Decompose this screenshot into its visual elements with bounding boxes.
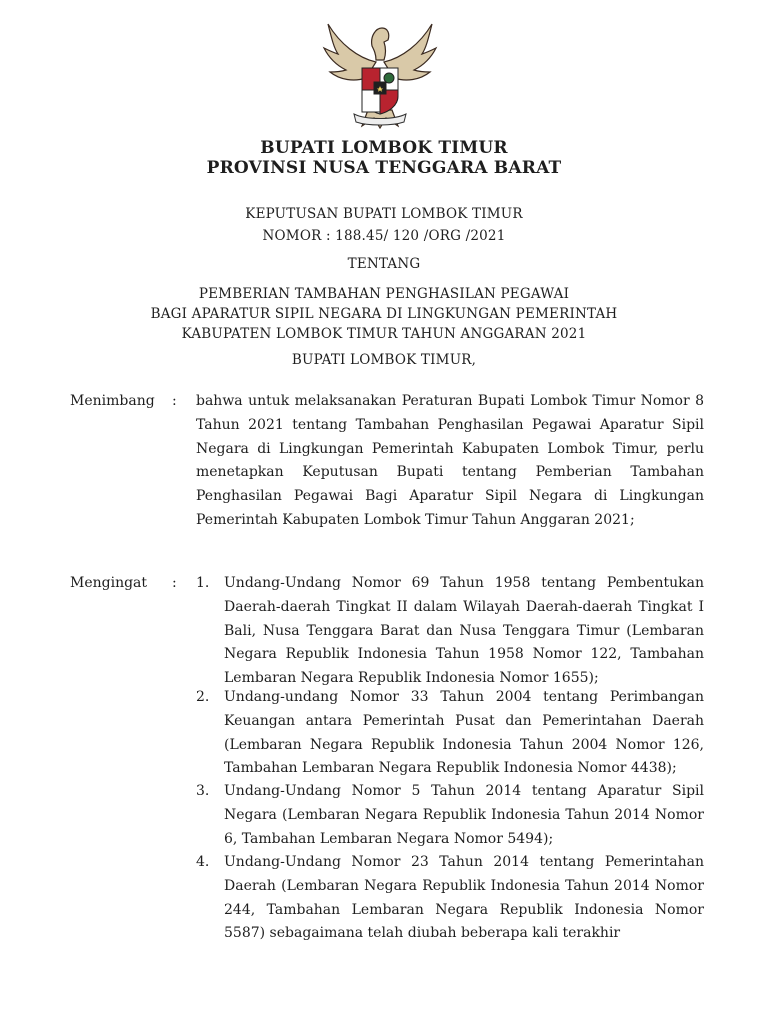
list-item-number: 2. [196, 689, 210, 705]
mengingat-label: Mengingat [70, 575, 148, 591]
list-item-number: 3. [196, 783, 210, 799]
menimbang-colon: : [172, 393, 177, 409]
mengingat-item-1 [196, 572, 708, 691]
decree-title: KEPUTUSAN BUPATI LOMBOK TIMUR [245, 206, 523, 222]
menimbang-label: Menimbang [70, 393, 155, 409]
decree-subject-line3: KABUPATEN LOMBOK TIMUR TAHUN ANGGARAN 2021 [181, 326, 587, 342]
list-item-text: Undang-Undang Nomor 69 Tahun 1958 tentang Pembentukan Daerah-daerah Tingkat II dalam Wilayah Daerah-daerah Tingkat I Bali, Nusa Tenggara Barat dan Nusa Tenggara Timur (Lembaran Negara Republik Indonesia Tahun 1958 Nomor 122, Tambahan Lembaran Negara Republik Indonesia Nomor 1655); [224, 575, 704, 687]
decree-number: NOMOR : 188.45/ 120 /ORG /2021 [262, 228, 506, 244]
mengingat-colon: : [172, 575, 177, 591]
regent-title: BUPATI LOMBOK TIMUR [260, 138, 508, 158]
list-item-text: Undang-Undang Nomor 23 Tahun 2014 tentang Pemerintahan Daerah (Lembaran Negara Republik Indonesia Tahun 2014 Nomor 244, Tambahan Lembaran Negara Republik Indonesia Nomor 5587) sebagaimana telah diubah beberapa kali terakhir [224, 854, 704, 942]
list-item-text: Undang-undang Nomor 33 Tahun 2004 tentang Perimbangan Keuangan antara Pemerintah Pusat dan Pemerintahan Daerah (Lembaran Negara Republik Indonesia Tahun 2004 Nomor 126, Tambahan Lembaran Negara Republik Indonesia Nomor 4438); [224, 689, 704, 777]
decree-about: TENTANG [347, 256, 421, 272]
decree-subject-line2: BAGI APARATUR SIPIL NEGARA DI LINGKUNGAN PEMERINTAH [150, 306, 618, 322]
garuda-emblem-icon [318, 18, 442, 130]
mengingat-item-4 [196, 851, 708, 946]
decree-issuer: BUPATI LOMBOK TIMUR, [291, 352, 477, 368]
province-title: PROVINSI NUSA TENGGARA BARAT [206, 158, 562, 178]
decree-subject-line1: PEMBERIAN TAMBAHAN PENGHASILAN PEGAWAI [198, 286, 570, 302]
mengingat-item-2 [196, 686, 708, 781]
list-item-number: 4. [196, 854, 210, 870]
mengingat-item-3 [196, 780, 708, 851]
list-item-text: Undang-Undang Nomor 5 Tahun 2014 tentang Aparatur Sipil Negara (Lembaran Negara Republik Indonesia Tahun 2014 Nomor 6, Tambahan Lembaran Negara Nomor 5494); [224, 783, 704, 847]
menimbang-text: bahwa untuk melaksanakan Peraturan Bupati Lombok Timur Nomor 8 Tahun 2021 tentang Tambahan Penghasilan Pegawai Aparatur Sipil Negara di Lingkungan Pemerintah Kabupaten Lombok Timur, perlu menetapkan Keputusan Bupati tentang Pemberian Tambahan Penghasilan Pegawai Bagi Aparatur Sipil Negara di Lingkungan Pemerintah Kabupaten Lombok Timur Tahun Anggaran 2021; [196, 393, 704, 528]
list-item-number: 1. [196, 575, 210, 591]
